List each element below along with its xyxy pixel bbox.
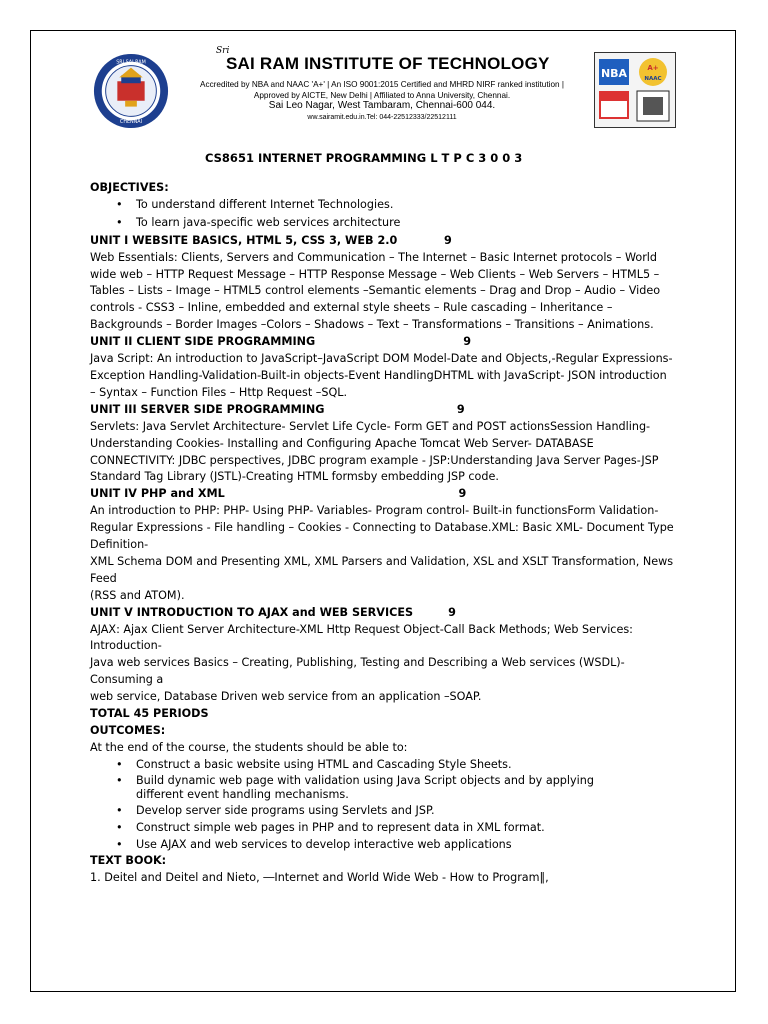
unit-4-line: Regular Expressions - File handling – Cookies - Connecting to Database.XML: Basic XML- Document Type: [90, 521, 674, 535]
unit-5-line: Consuming a: [90, 673, 164, 687]
unit-1-line: Tables – Lists – Image – HTML5 control elements –Semantic elements – Drag and Drop – Audio – Video: [90, 284, 661, 298]
unit-4-line: An introduction to PHP: PHP- Using PHP- Variables- Program control- Built-in functionsForm Validation-: [90, 504, 659, 518]
objectives-heading: OBJECTIVES:: [90, 181, 169, 194]
unit-1-title: UNIT I WEBSITE BASICS, HTML 5, CSS 3, WEB 2.0 9: [90, 233, 452, 247]
unit-4-line: Feed: [90, 571, 117, 585]
unit-5-title: UNIT V INTRODUCTION TO AJAX and WEB SERVICES 9: [90, 605, 456, 619]
syllabus-content: [90, 180, 690, 887]
list-item: • Construct a basic website using HTML and Cascading Style Sheets.: [90, 757, 690, 774]
institute-name: SAI RAM INSTITUTE OF TECHNOLOGY: [226, 54, 550, 73]
contact-line: ww.sairamit.edu.in.Tel: 044-22512333/22512111: [307, 114, 457, 121]
unit-2-line: Java Script: An introduction to JavaScript–JavaScript DOM Model-Date and Objects,-Regular Expressions-: [90, 352, 673, 366]
unit-4-line: (RSS and ATOM).: [90, 588, 185, 602]
unit-5-line: Introduction-: [90, 639, 162, 653]
list-item: • To learn java-specific web services architecture: [90, 215, 690, 232]
outcomes-heading: OUTCOMES:: [90, 724, 166, 737]
nba-naac-badge-icon: [595, 53, 675, 127]
naac-label: NAAC: [644, 76, 662, 82]
unit-2-line: Exception Handling-Validation-Built-in objects-Event HandlingDHTML with JavaScript- JSON introduction: [90, 368, 667, 382]
unit-2-title: UNIT II CLIENT SIDE PROGRAMMING 9: [90, 335, 471, 349]
list-item: • Construct simple web pages in PHP and to represent data in XML format.: [90, 820, 690, 837]
accreditation-badges: [594, 52, 676, 128]
unit-4-title: UNIT IV PHP and XML 9: [90, 487, 467, 501]
nba-label: NBA: [600, 67, 628, 80]
outcomes-list: [90, 757, 690, 854]
list-item: • Use AJAX and web services to develop interactive web applications: [90, 837, 690, 854]
unit-5-line: AJAX: Ajax Client Server Architecture-XML Http Request Object-Call Back Methods; Web Services:: [90, 622, 633, 636]
list-item: • To understand different Internet Technologies.: [90, 197, 690, 214]
unit-1-line: controls - CSS3 – Inline, embedded and external style sheets – Rule cascading – Inheritance –: [90, 301, 613, 315]
total-periods: TOTAL 45 PERIODS: [90, 707, 209, 721]
outcome-line: Build dynamic web page with validation using Java Script objects and by applying: [136, 773, 594, 787]
unit-1-line: wide web – HTTP Request Message – HTTP Response Message – Web Clients – Web Servers – HTML5 –: [90, 267, 660, 281]
unit-3-line: Understanding Cookies- Installing and Configuring Apache Tomcat Web Server- DATABASE: [90, 436, 594, 450]
unit-3-line: CONNECTIVITY: JDBC perspectives, JDBC program example - JSP:Understanding Java Server Pages-JSP: [90, 453, 659, 467]
outcome-line: different event handling mechanisms.: [136, 788, 349, 802]
objectives-list: [90, 197, 690, 232]
unit-5-line: Java web services Basics – Creating, Publishing, Testing and Describing a Web services (WSDL)-: [90, 656, 625, 670]
address-line: Sai Leo Nagar, West Tambaram, Chennai-600 044.: [268, 100, 496, 111]
course-title: CS8651 INTERNET PROGRAMMING L T P C 3 0 0 3: [205, 151, 523, 165]
list-item: [90, 774, 690, 803]
textbook-heading: TEXT BOOK:: [90, 854, 167, 868]
unit-3-line: Standard Tag Library (JSTL)-Creating HTML formsby embedding JSP code.: [90, 470, 499, 484]
approval-line: Approved by AICTE, New Delhi | Affiliated to Anna University, Chennai.: [253, 91, 511, 100]
accreditation-line: Accredited by NBA and NAAC 'A+' | An ISO 9001:2015 Certified and MHRD NIRF ranked institution |: [200, 80, 564, 89]
unit-5-line: web service, Database Driven web service from an application –SOAP.: [90, 690, 482, 704]
unit-3-title: UNIT III SERVER SIDE PROGRAMMING 9: [90, 402, 465, 416]
unit-2-line: – Syntax – Function Files – Http Request –SQL.: [90, 385, 348, 399]
outcomes-intro: At the end of the course, the students should be able to:: [90, 740, 408, 754]
svg-text:CHENNAI: CHENNAI: [119, 119, 143, 126]
textbook-item: 1. Deitel and Deitel and Nieto, ―Internet and World Wide Web - How to Program‖,: [90, 871, 549, 885]
institute-logo: [92, 52, 170, 130]
unit-3-line: Servlets: Java Servlet Architecture- Servlet Life Cycle- Form GET and POST actionsSession Handling-: [90, 419, 651, 433]
unit-1-line: Backgrounds – Border Images –Colors – Shadows – Text – Transformations – Transitions – Animations.: [90, 318, 654, 332]
list-item: • Develop server side programs using Servlets and JSP.: [90, 803, 690, 820]
svg-text:SRI SAI RAM: SRI SAI RAM: [116, 59, 146, 66]
unit-1-line: Web Essentials: Clients, Servers and Communication – The Internet – Basic Internet protocols – World: [90, 250, 658, 264]
unit-4-line: Definition-: [90, 538, 149, 552]
sri-prefix: Sri: [216, 46, 230, 56]
unit-4-line: XML Schema DOM and Presenting XML, XML Parsers and Validation, XSL and XSLT Transformation, News: [90, 554, 674, 568]
naac-grade: A+: [647, 64, 659, 72]
